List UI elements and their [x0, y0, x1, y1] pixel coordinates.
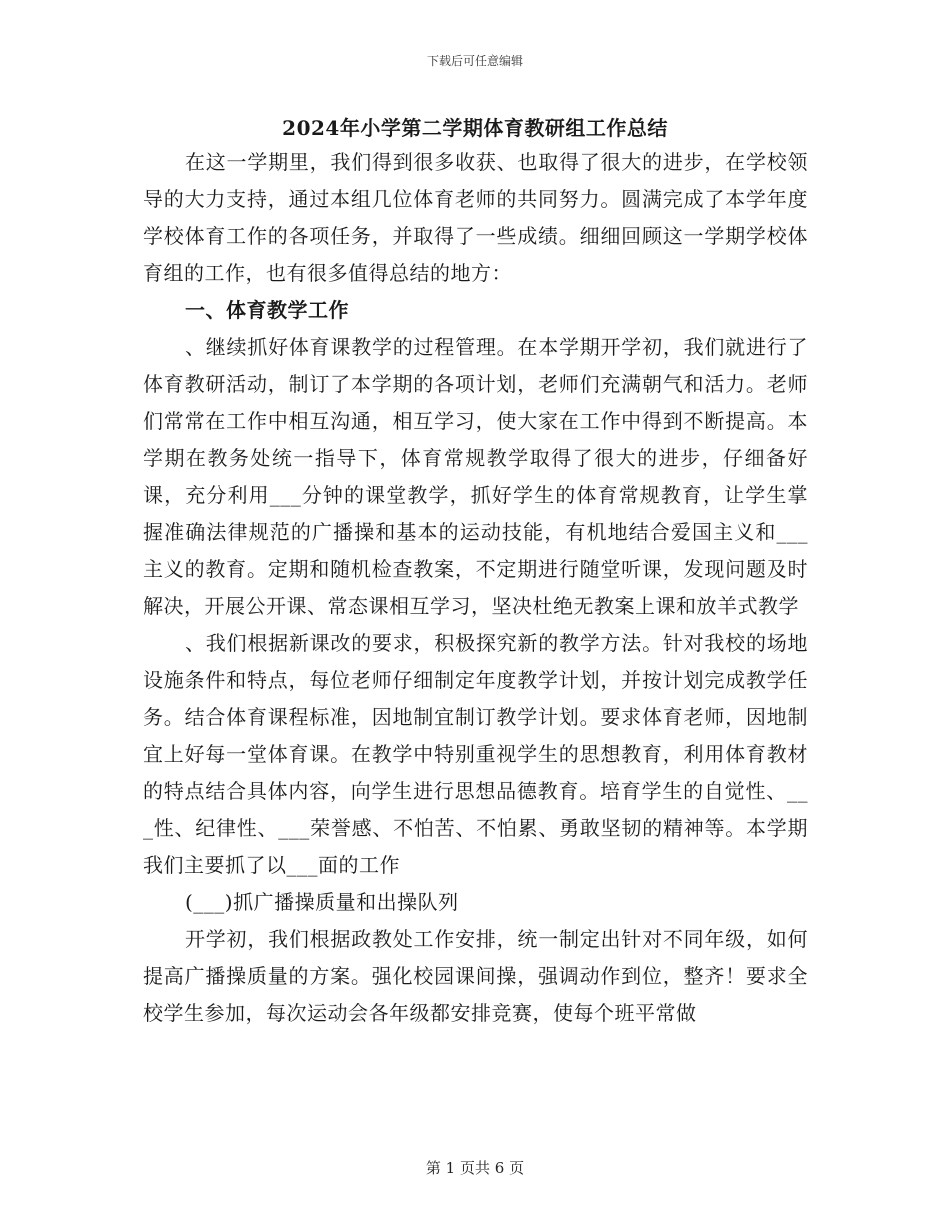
section-heading: 一、体育教学工作 — [185, 298, 349, 322]
page-footer: 第 1 页共 6 页 — [425, 1159, 525, 1177]
document-body — [143, 144, 808, 1032]
intro-paragraph: 在这一学期里，我们得到很多收获、也取得了很大的进步，在学校领导的大力支持，通过本组几位体育老师的共同努力。圆满完成了本学年度学校体育工作的各项任务，并取得了一些成绩。细细回顾这一学期学校体育组的工作，也有很多值得总结的地方： — [143, 150, 808, 285]
header-note: 下载后可任意编辑 — [426, 54, 523, 68]
body-paragraph: 、继续抓好体育课教学的过程管理。在本学期开学初，我们就进行了体育教研活动，制订了本学期的各项计划，老师们充满朝气和活力。老师们常常在工作中相互沟通，相互学习，使大家在工作中得到不断提高。本学期在教务处统一指导下，体育常规教学取得了很大的进步，仔细备好课，充分利用___分钟的课堂教学，抓好学生的体育常规教育，让学生掌握准确法律规范的广播操和基本的运动技能，有机地结合爱国主义和___主义的教育。定期和随机检查教案，不定期进行随堂听课，发现问题及时解决，开展公开课、常态课相互学习，坚决杜绝无教案上课和放羊式教学 — [143, 335, 808, 618]
body-paragraph: 、我们根据新课改的要求，积极探究新的教学方法。针对我校的场地设施条件和特点，每位老师仔细制定年度教学计划，并按计划完成教学任务。结合体育课程标准，因地制宜制订教学计划。要求体育老师，因地制宜上好每一堂体育课。在教学中特别重视学生的思想教育，利用体育教材的特点结合具体内容，向学生进行思想品德教育。培育学生的自觉性、___性、纪律性、___荣誉感、不怕苦、不怕累、勇敢坚韧的精神等。本学期我们主要抓了以___面的工作 — [143, 631, 808, 877]
document-title: 2024年小学第二学期体育教研组工作总结 — [282, 116, 668, 140]
subsection-heading: (___)抓广播操质量和出操队列 — [185, 890, 459, 914]
body-paragraph: 开学初，我们根据政教处工作安排，统一制定出针对不同年级，如何提高广播操质量的方案。强化校园课间操，强调动作到位，整齐！要求全校学生参加，每次运动会各年级都安排竞赛，使每个班平常做 — [143, 927, 808, 1025]
